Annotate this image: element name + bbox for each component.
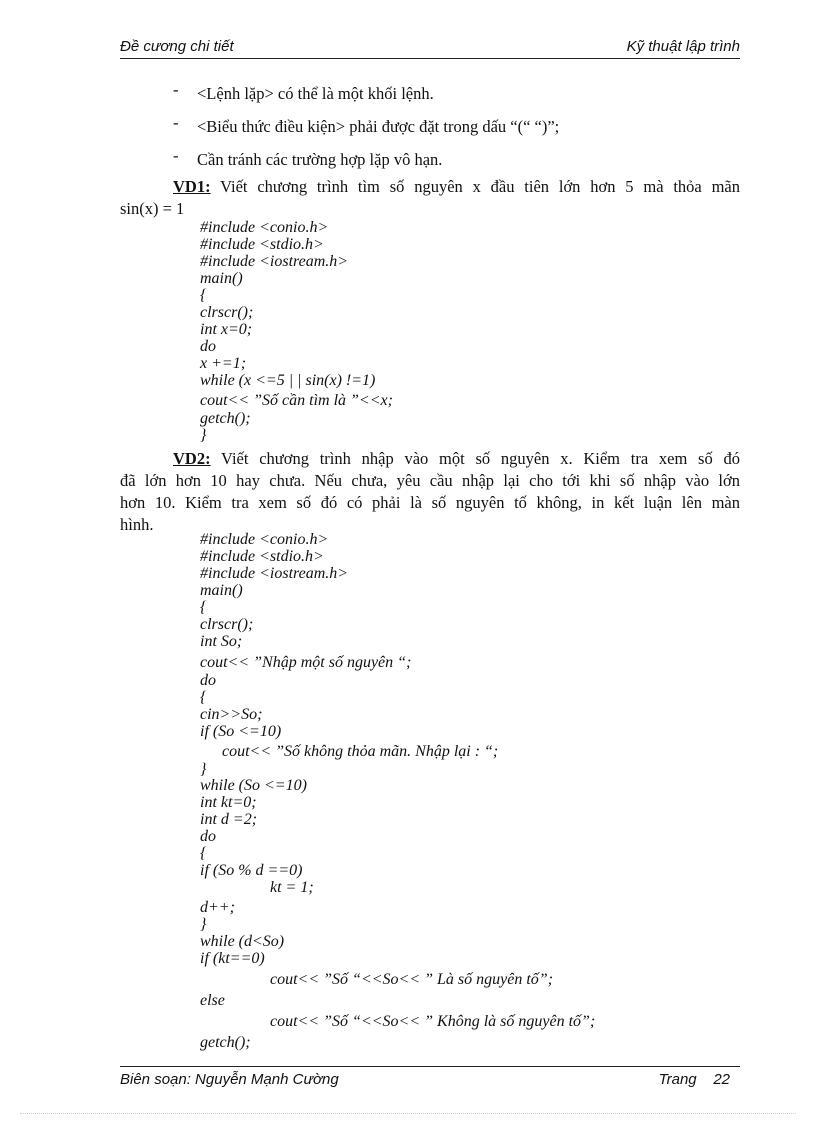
- code-line: clrscr();: [200, 304, 254, 321]
- code-line: int d =2;: [200, 811, 258, 828]
- code-line: do: [200, 338, 216, 355]
- bullet-text: <Lệnh lặp> có thể là một khối lệnh.: [197, 84, 434, 103]
- code-line: if (So % d ==0): [200, 862, 303, 879]
- code-line: int x=0;: [200, 321, 253, 338]
- code-line: cout<< ”Số không thỏa mãn. Nhập lại : “;: [222, 743, 499, 760]
- code-line: if (So <=10): [200, 723, 282, 740]
- code-line: while (d<So): [200, 933, 285, 950]
- paragraph-line: sin(x) = 1: [120, 199, 185, 218]
- paragraph-line: đã lớn hơn 10 hay chưa. Nếu chưa, yêu cầu nhập lại cho tới khi số nhập vào lớn: [120, 471, 740, 490]
- example-label: VD2:: [173, 449, 211, 468]
- code-line: else: [200, 992, 225, 1009]
- code-line: d++;: [200, 899, 235, 916]
- code-line: }: [200, 916, 207, 933]
- example-1-paragraph: [120, 176, 740, 220]
- code-line: main(): [200, 582, 243, 599]
- code-line: main(): [200, 270, 243, 287]
- paragraph-text: Viết chương trình tìm số nguyên x đầu tiên lớn hơn 5 mà thỏa mãn: [210, 177, 740, 196]
- page-footer: [120, 1066, 740, 1093]
- code-line: #include <iostream.h>: [200, 253, 349, 270]
- paragraph-line: hình.: [120, 515, 154, 534]
- code-line: #include <conio.h>: [200, 531, 329, 548]
- code-line: #include <stdio.h>: [200, 236, 324, 253]
- code-line: getch();: [200, 410, 251, 427]
- code-line: do: [200, 828, 216, 845]
- code-line: do: [200, 672, 216, 689]
- bullet-marker: -: [173, 146, 179, 165]
- code-line: {: [200, 599, 207, 616]
- code-line: cout<< ”Số “<<So<< ” Là số nguyên tố”;: [270, 971, 554, 988]
- code-line: while (x <=5 | | sin(x) !=1): [200, 372, 376, 389]
- code-line: getch();: [200, 1034, 251, 1051]
- code-line: {: [200, 689, 207, 706]
- code-line: clrscr();: [200, 616, 254, 633]
- code-line: x +=1;: [200, 355, 247, 372]
- paragraph-line: [120, 176, 740, 198]
- header-subject: Kỹ thuật lập trình: [626, 38, 740, 55]
- code-line: cin>>So;: [200, 706, 263, 723]
- code-line: while (So <=10): [200, 777, 307, 794]
- code-line: int kt=0;: [200, 794, 257, 811]
- example-label: VD1:: [173, 177, 211, 196]
- paragraph-line: hơn 10. Kiểm tra xem số đó có phải là số nguyên tố không, in kết luận lên màn: [120, 493, 740, 512]
- footer-page: [659, 1071, 730, 1088]
- code-line: #include <iostream.h>: [200, 565, 349, 582]
- footer-author: Biên soạn: Nguyễn Mạnh Cường: [120, 1071, 339, 1088]
- code-line: if (kt==0): [200, 950, 265, 967]
- paragraph-line: [120, 448, 740, 470]
- page-number: 22: [713, 1071, 730, 1088]
- code-line: #include <stdio.h>: [200, 548, 324, 565]
- code-line: cout<< ”Số cần tìm là ”<<x;: [200, 392, 393, 409]
- code-line: cout<< ”Nhập một số nguyên “;: [200, 654, 412, 671]
- page-label: Trang: [658, 1071, 697, 1088]
- code-line: kt = 1;: [270, 879, 314, 896]
- code-line: {: [200, 845, 207, 862]
- code-line: cout<< ”Số “<<So<< ” Không là số nguyên tố”;: [270, 1013, 596, 1030]
- code-line: }: [200, 761, 207, 778]
- page-bottom-divider: [20, 1113, 796, 1114]
- page-header: [120, 38, 740, 59]
- bullet-text: Cần tránh các trường hợp lặp vô hạn.: [197, 150, 443, 169]
- bullet-marker: -: [173, 113, 179, 132]
- code-line: int So;: [200, 633, 243, 650]
- header-title: Đề cương chi tiết: [120, 38, 234, 55]
- code-line: #include <conio.h>: [200, 219, 329, 236]
- code-line: }: [200, 427, 207, 444]
- paragraph-text: Viết chương trình nhập vào một số nguyên x. Kiểm tra xem số đó: [210, 449, 740, 468]
- bullet-text: <Biểu thức điều kiện> phải được đặt trong dấu “(“ “)”;: [197, 117, 560, 136]
- code-line: {: [200, 287, 207, 304]
- bullet-marker: -: [173, 80, 179, 99]
- example-2-paragraph: [120, 448, 740, 536]
